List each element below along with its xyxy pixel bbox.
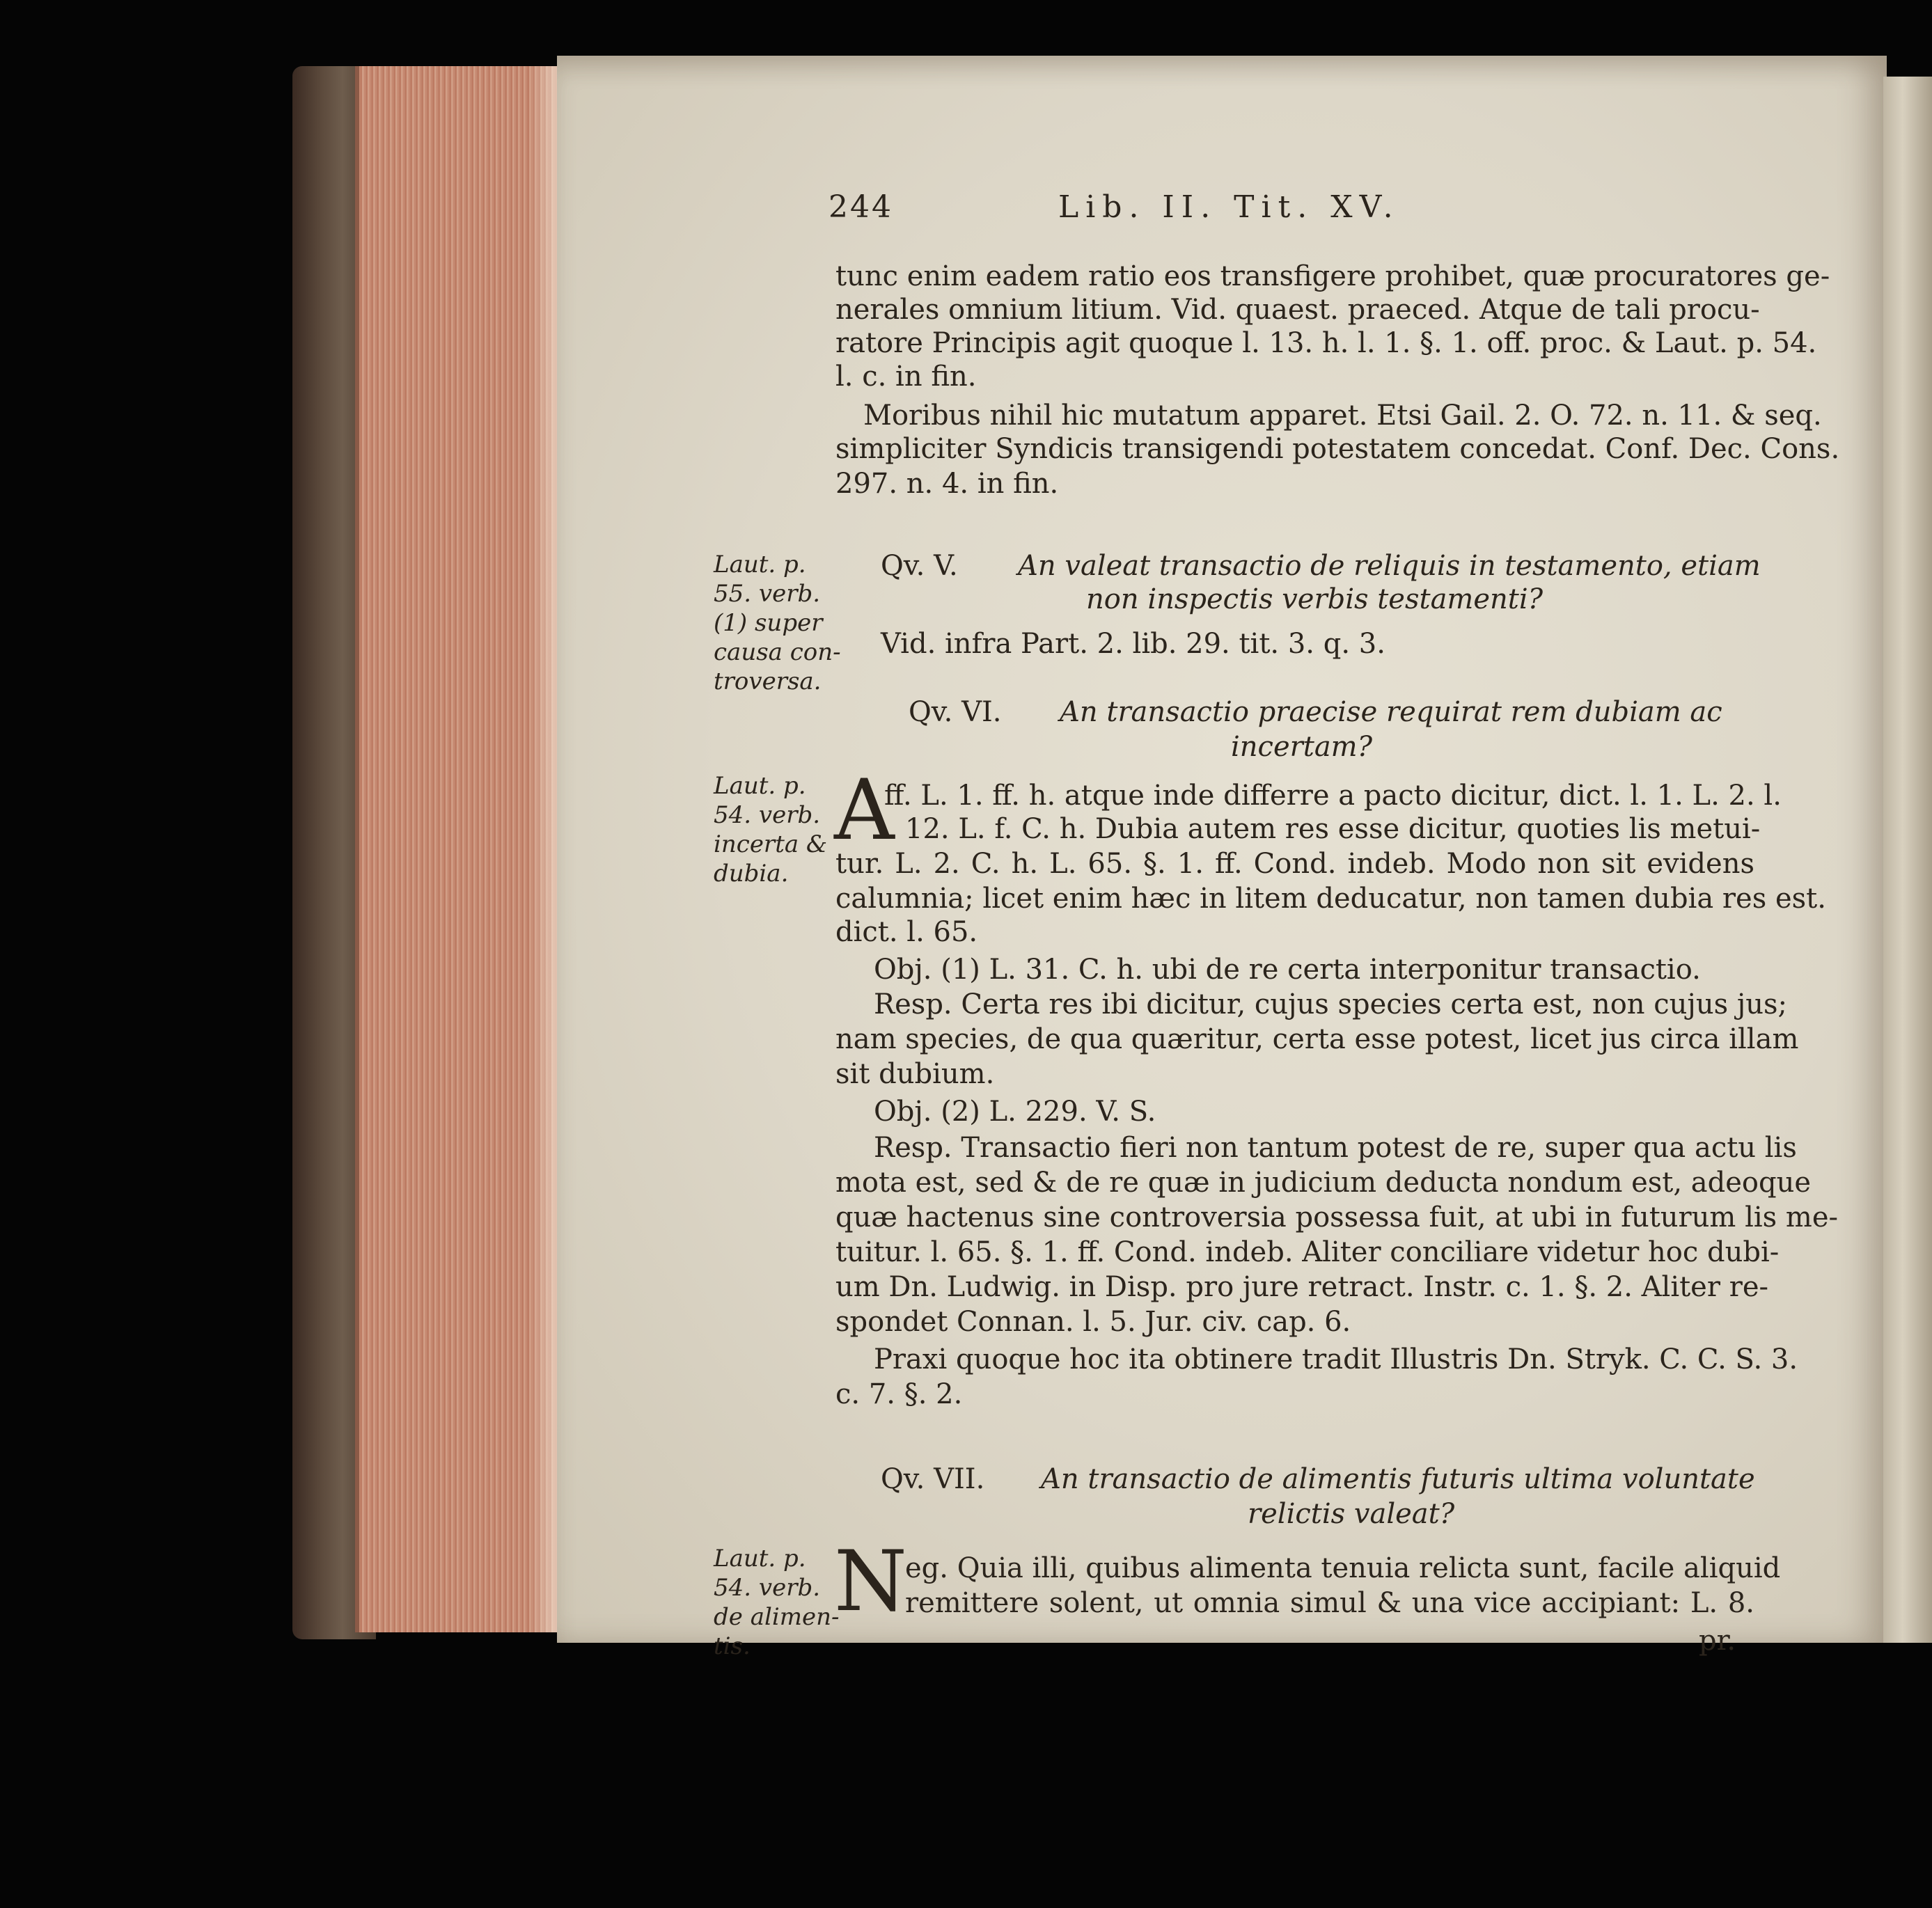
question-title: An transactio de alimentis futuris ultima voluntate [1041,1463,1755,1495]
text-line: tunc enim eadem ratio eos transfigere prohibet, quæ procuratores ge- [835,260,1830,292]
margin-note [714,771,839,888]
text-line: quæ hactenus sine controversia possessa fuit, at ubi in futurum lis me- [835,1201,1839,1233]
text-line: ff. L. 1. ff. h. atque inde differre a pacto dicitur, dict. l. 1. L. 2. l. [884,780,1782,812]
text-line: Moribus nihil hic mutatum apparet. Etsi Gail. 2. O. 72. n. 11. & seq. [863,400,1822,432]
question-title-cont: relictis valeat? [1248,1498,1455,1530]
margin-line: 55. verb. [714,580,821,608]
question-title: An valeat transactio de reliquis in testamento, etiam [1018,550,1761,582]
catchword: pr. [1699,1625,1736,1657]
page-number: 244 [828,189,893,225]
margin-line: 54. verb. [714,1574,821,1602]
text-line: nerales omnium litium. Vid. quaest. praeced. Atque de tali procu- [835,294,1760,326]
margin-line: causa con- [714,638,841,666]
margin-line: Laut. p. [714,1545,806,1572]
running-title: Lib. II. Tit. XV. [1058,189,1400,225]
text-line: mota est, sed & de re quæ in judicium deducta nondum est, adeoque [835,1167,1812,1199]
question-label: Qv. VI. [909,696,1002,728]
text-line: calumnia; licet enim hæc in litem deducatur, non tamen dubia res est. [835,883,1826,915]
text-line: Praxi quoque hoc ita obtinere tradit Illustris Dn. Stryk. C. C. S. 3. [874,1343,1798,1375]
margin-line: tis. [714,1632,751,1660]
text-line: remittere solent, ut omnia simul & una vice accipiant: L. 8. [905,1587,1754,1619]
margin-line: Laut. p. [714,772,806,800]
text-line: Resp. Transactio fieri non tantum potest de re, super qua actu lis [874,1132,1797,1164]
margin-line: Laut. p. [714,551,806,578]
running-head [828,189,1754,238]
margin-line: troversa. [714,668,822,695]
text-line: spondet Connan. l. 5. Jur. civ. cap. 6. [835,1306,1351,1338]
margin-line: incerta & [714,830,828,858]
question-label: Qv. V. [881,550,958,582]
margin-line: (1) super [714,609,823,637]
text-line: simpliciter Syndicis transigendi potestatem concedat. Conf. Dec. Cons. [835,433,1840,465]
text-line: tuitur. l. 65. §. 1. ff. Cond. indeb. Aliter conciliare videtur hoc dubi- [835,1236,1780,1268]
text-line: eg. Quia illi, quibus alimenta tenuia relicta sunt, facile aliquid [905,1552,1781,1584]
text-line: sit dubium. [835,1058,995,1090]
text-line: Obj. (1) L. 31. C. h. ubi de re certa interponitur transactio. [874,954,1701,986]
text-line: ratore Principis agit quoque l. 13. h. l. 1. §. 1. off. proc. & Laut. p. 54. [835,327,1817,359]
margin-line: de alimen- [714,1603,840,1631]
text-line: tur. L. 2. C. h. L. 65. §. 1. ff. Cond. indeb. Modo non sit evidens [835,848,1754,880]
text-line: l. c. in fin. [835,361,977,393]
question-title-cont: non inspectis verbis testamenti? [1086,583,1544,615]
text-line: c. 7. §. 2. [835,1378,963,1410]
text-line: 297. n. 4. in fin. [835,468,1059,500]
text-line: dict. l. 65. [835,916,978,948]
margin-note [714,1544,839,1661]
text-line: um Dn. Ludwig. in Disp. pro jure retract. Instr. c. 1. §. 2. Aliter re- [835,1271,1768,1303]
text-line: 12. L. f. C. h. Dubia autem res esse dicitur, quoties lis metui- [905,813,1761,845]
drop-cap: A [834,762,895,859]
margin-note [714,550,839,696]
question-label: Qv. VII. [881,1463,985,1495]
question-answer: Vid. infra Part. 2. lib. 29. tit. 3. q. 3. [881,628,1385,660]
margin-line: dubia. [714,860,789,888]
text-line: Obj. (2) L. 229. V. S. [874,1096,1156,1128]
drop-cap: N [834,1534,907,1630]
question-title-cont: incertam? [1231,731,1373,763]
facing-page-edge [1883,77,1932,1643]
text-line: nam species, de qua quæritur, certa esse potest, licet jus circa illam [835,1023,1799,1055]
margin-line: 54. verb. [714,801,821,829]
text-line: Resp. Certa res ibi dicitur, cujus species certa est, non cujus jus; [874,988,1787,1020]
question-title: An transactio praecise requirat rem dubiam ac [1060,696,1722,728]
